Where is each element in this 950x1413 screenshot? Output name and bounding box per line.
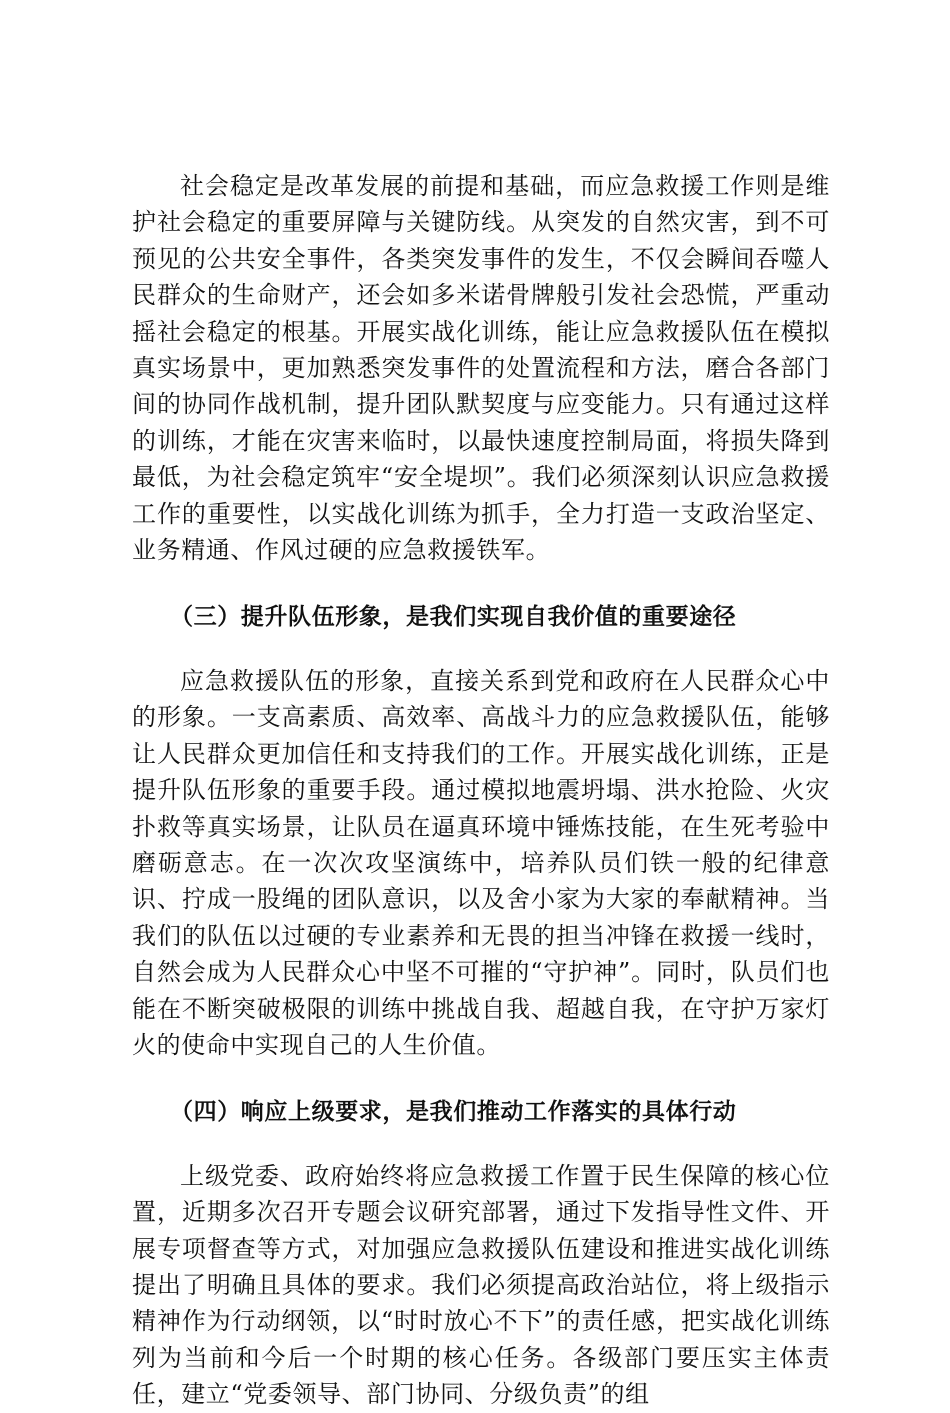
section-heading-3: （三）提升队伍形象，是我们实现自我价值的重要途径: [170, 604, 737, 631]
paragraph-superior-requirements: 上级党委、政府始终将应急救援工作置于民生保障的核心位置，近期多次召开专题会议研究部署，通过下发指导性文件、开展专项督查等方式，对加强应急救援队伍建设和推进实战化训练提出了明确且具体的要求。我们必须提高政治站位，将上级指示精神作为行动纲领，以“时时放心不下”的责任感，把实战化训练列为当前和今后一个时期的核心任务。各级部门要压实主体责任，建立“党委领导、部门协同、分级负责”的组: [132, 1161, 830, 1409]
section-heading-4: （四）响应上级要求，是我们推动工作落实的具体行动: [170, 1099, 737, 1126]
paragraph-social-stability: 社会稳定是改革发展的前提和基础，而应急救援工作则是维护社会稳定的重要屏障与关键防线。从突发的自然灾害，到不可预见的公共安全事件，各类突发事件的发生，不仅会瞬间吞噬人民群众的生命财产，还会如多米诺骨牌般引发社会恐慌，严重动摇社会稳定的根基。开展实战化训练，能让应急救援队伍在模拟真实场景中，更加熟悉突发事件的处置流程和方法，磨合各部门间的协同作战机制，提升团队默契度与应变能力。只有通过这样的训练，才能在灾害来临时，以最快速度控制局面，将损失降到最低，为社会稳定筑牢“安全堤坝”。我们必须深刻认识应急救援工作的重要性，以实战化训练为抓手，全力打造一支政治坚定、业务精通、作风过硬的应急救援铁军。: [132, 172, 830, 565]
document-body: [132, 168, 830, 1413]
paragraph-team-image: 应急救援队伍的形象，直接关系到党和政府在人民群众心中的形象。一支高素质、高效率、高战斗力的应急救援队伍，能够让人民群众更加信任和支持我们的工作。开展实战化训练，正是提升队伍形象的重要手段。通过模拟地震坍塌、洪水抢险、火灾扑救等真实场景，让队员在逼真环境中锤炼技能，在生死考验中磨砺意志。在一次次攻坚演练中，培养队员们铁一般的纪律意识、拧成一股绳的团队意识，以及舍小家为大家的奉献精神。当我们的队伍以过硬的专业素养和无畏的担当冲锋在救援一线时，自然会成为人民群众心中坚不可摧的“守护神”。同时，队员们也能在不断突破极限的训练中挑战自我、超越自我，在守护万家灯火的使命中实现自己的人生价值。: [132, 666, 830, 1059]
